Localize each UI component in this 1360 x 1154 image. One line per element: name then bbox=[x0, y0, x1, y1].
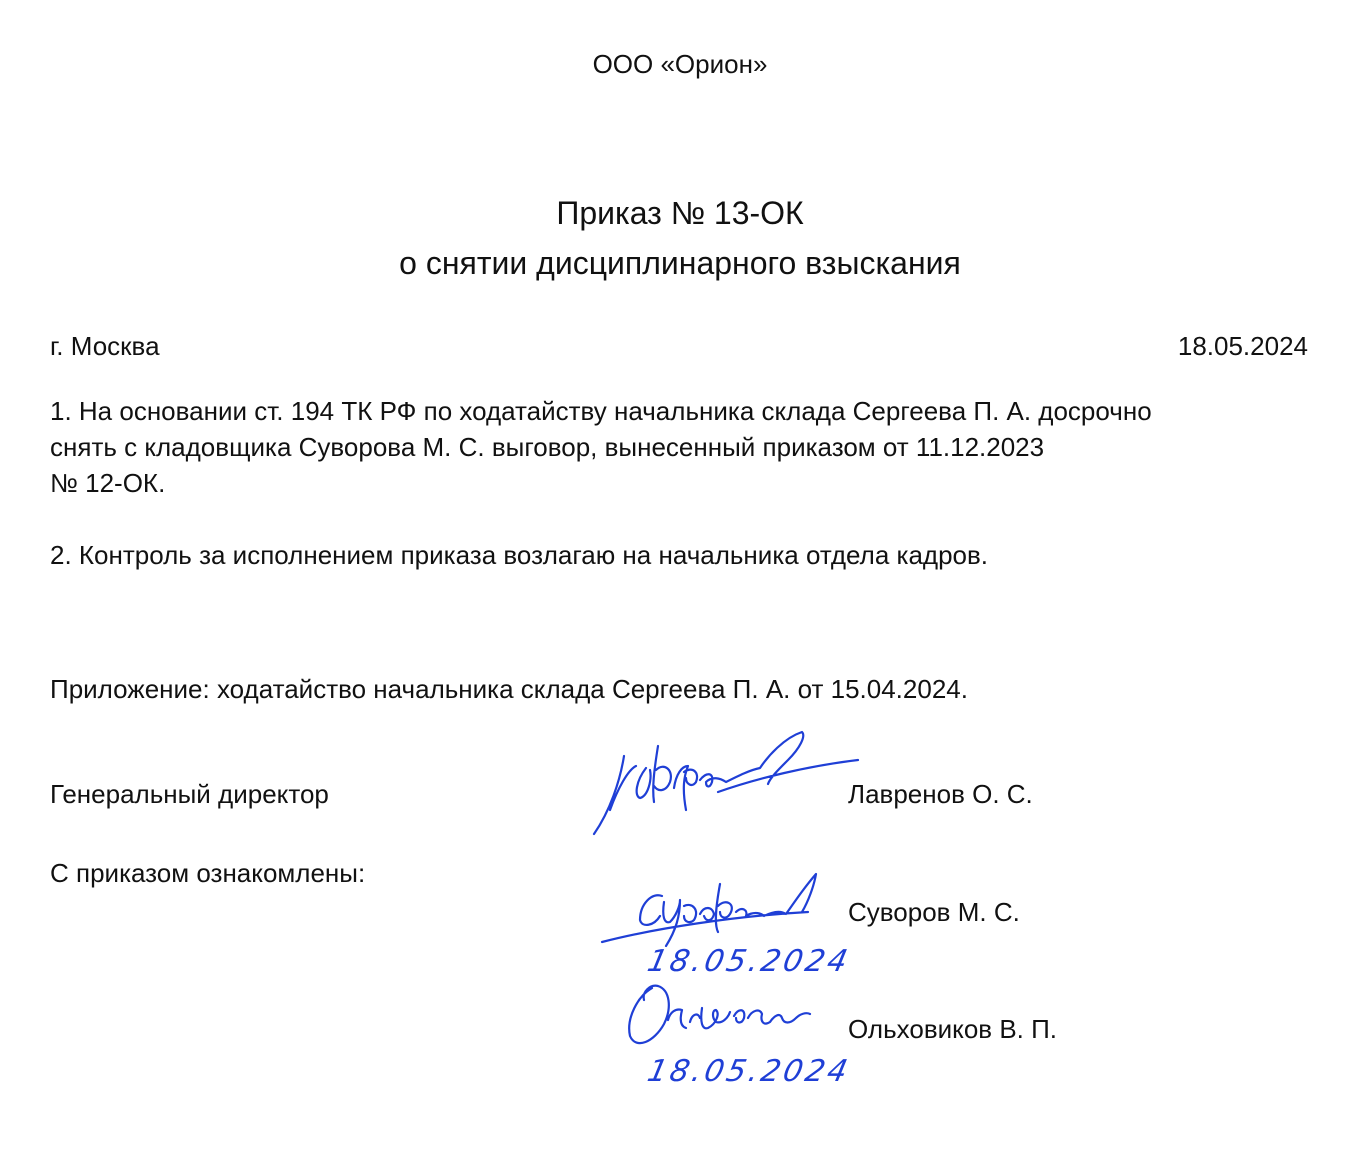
acquainted-name-1: Суворов М. С. bbox=[848, 897, 1020, 927]
director-name: Лавренов О. С. bbox=[848, 779, 1033, 809]
olkhovikov-handwritten-date: 18.05.2024 bbox=[644, 1054, 854, 1089]
paragraph-1-line-3: № 12-ОК. bbox=[50, 468, 166, 498]
place: г. Москва bbox=[50, 331, 160, 361]
acquainted-name-2: Ольховиков В. П. bbox=[848, 1014, 1058, 1044]
order-subtitle: о снятии дисциплинарного взыскания bbox=[399, 245, 961, 281]
olkhovikov-signature bbox=[620, 978, 820, 1054]
paragraph-1-line-1: 1. На основании ст. 194 ТК РФ по ходатайству начальника склада Сергеева П. А. досрочно bbox=[50, 396, 1152, 426]
director-signature bbox=[588, 726, 868, 844]
attachment-note: Приложение: ходатайство начальника склада Сергеева П. А. от 15.04.2024. bbox=[50, 674, 968, 704]
suvorov-handwritten-date: 18.05.2024 bbox=[644, 944, 854, 979]
director-position: Генеральный директор bbox=[50, 779, 329, 809]
paragraph-1-line-2: снять с кладовщика Суворова М. С. выговор, вынесенный приказом от 11.12.2023 bbox=[50, 432, 1045, 462]
paragraph-2: 2. Контроль за исполнением приказа возлагаю на начальника отдела кадров. bbox=[50, 540, 989, 570]
organization-name: ООО «Орион» bbox=[592, 49, 768, 79]
paragraph-1 bbox=[50, 393, 1320, 501]
order-date: 18.05.2024 bbox=[1177, 331, 1308, 361]
order-title: Приказ № 13-ОК bbox=[556, 195, 804, 231]
suvorov-signature bbox=[596, 866, 836, 956]
acquainted-label: С приказом ознакомлены: bbox=[50, 858, 366, 888]
